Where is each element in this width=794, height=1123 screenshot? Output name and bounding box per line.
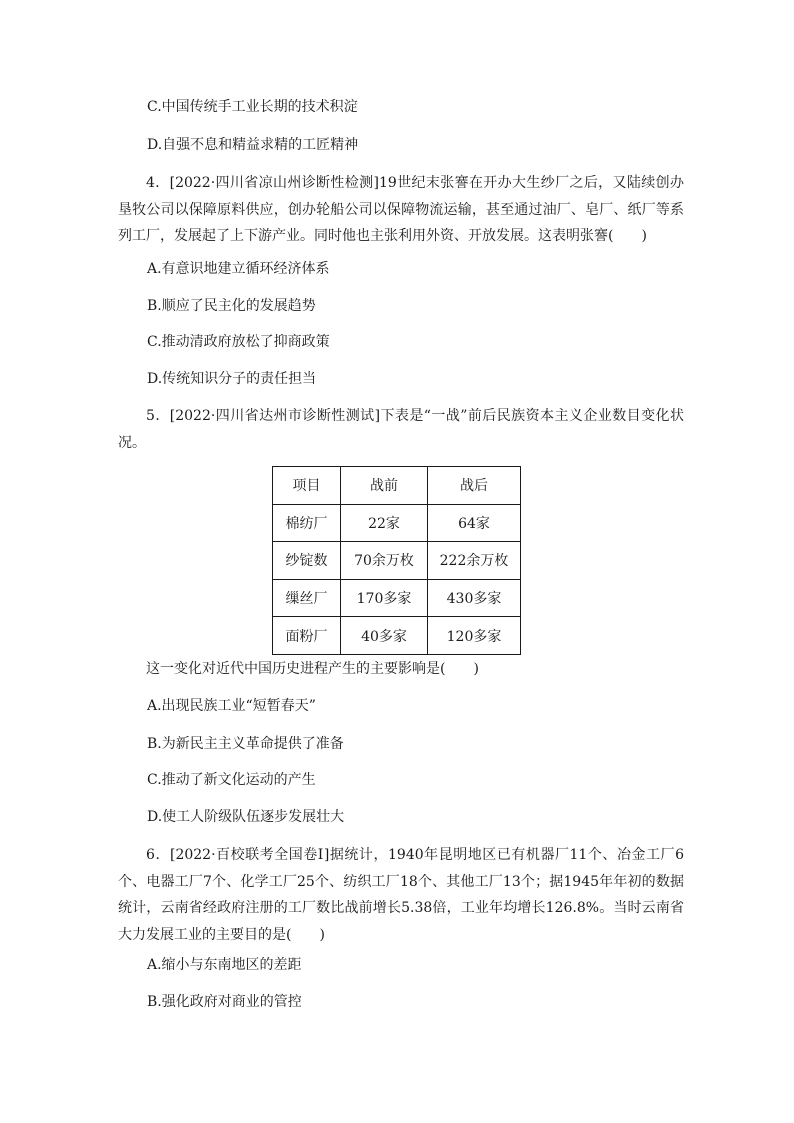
table-header-cell: 战后 (428, 467, 521, 505)
table-cell: 40多家 (341, 617, 428, 655)
table-cell: 430多家 (428, 579, 521, 617)
q5-option-b: B.为新民主主义革命提供了准备 (147, 736, 344, 752)
q4-option-d: D.传统知识分子的责任担当 (147, 371, 317, 387)
table-cell: 222余万枚 (428, 542, 521, 580)
q4-option-c: C.推动清政府放松了抑商政策 (147, 334, 330, 350)
q5-option-c: C.推动了新文化运动的产生 (147, 772, 316, 788)
table-row (273, 579, 521, 617)
q4-option-b: B.顺应了民主化的发展趋势 (147, 298, 316, 314)
q5-stem-text: 5．[2022·四川省达州市诊断性测试]下表是“一战”前后民族资本主义企业数目变化状况。 (118, 408, 684, 451)
q6-stem (118, 842, 684, 948)
q6-stem-text: 6．[2022·百校联考全国卷Ⅰ]据统计，1940年昆明地区已有机器厂11个、冶金工厂6个、电器工厂7个、化学工厂25个、纺织工厂18个、其他工厂13个；据1945年年初的数据统计，云南省经政府注册的工厂数比战前增长5.38倍，工业年均增长126.8%。当时云南省大力发展工业的主要目的是( ) (118, 847, 684, 943)
table-cell: 面粉厂 (273, 617, 341, 655)
table-header-row (273, 467, 521, 505)
table-cell: 棉纺厂 (273, 504, 341, 542)
q4-option-a: A.有意识地建立循环经济体系 (147, 261, 330, 277)
q5-stem (118, 403, 684, 456)
table-row (273, 542, 521, 580)
table-row (273, 617, 521, 655)
table-cell: 120多家 (428, 617, 521, 655)
table-header-cell: 战前 (341, 467, 428, 505)
table-header-cell: 项目 (273, 467, 341, 505)
enterprise-table (272, 466, 521, 655)
table-cell: 缫丝厂 (273, 579, 341, 617)
table-cell: 纱锭数 (273, 542, 341, 580)
table-cell: 64家 (428, 504, 521, 542)
q4-stem (118, 170, 684, 250)
table-cell: 170多家 (341, 579, 428, 617)
q3-option-d: D.自强不息和精益求精的工匠精神 (147, 137, 359, 153)
q4-stem-text: 4．[2022·四川省凉山州诊断性检测]19世纪末张謇在开办大生纱厂之后，又陆续创办垦牧公司以保障原料供应，创办轮船公司以保障物流运输，甚至通过油厂、皂厂、纸厂等系列工厂，发展起了上下游产业。同时他也主张利用外资、开放发展。这表明张謇( ) (118, 175, 684, 244)
q5-option-a: A.出现民族工业“短暂春天” (147, 698, 316, 714)
q5-question: 这一变化对近代中国历史进程产生的主要影响是( ) (146, 661, 479, 677)
q3-option-c: C.中国传统手工业长期的技术积淀 (147, 99, 358, 115)
q5-option-d: D.使工人阶级队伍逐步发展壮大 (147, 809, 345, 825)
q6-option-a: A.缩小与东南地区的差距 (147, 957, 302, 973)
table-cell: 70余万枚 (341, 542, 428, 580)
q6-option-b: B.强化政府对商业的管控 (147, 994, 302, 1010)
table-cell: 22家 (341, 504, 428, 542)
table-row (273, 504, 521, 542)
